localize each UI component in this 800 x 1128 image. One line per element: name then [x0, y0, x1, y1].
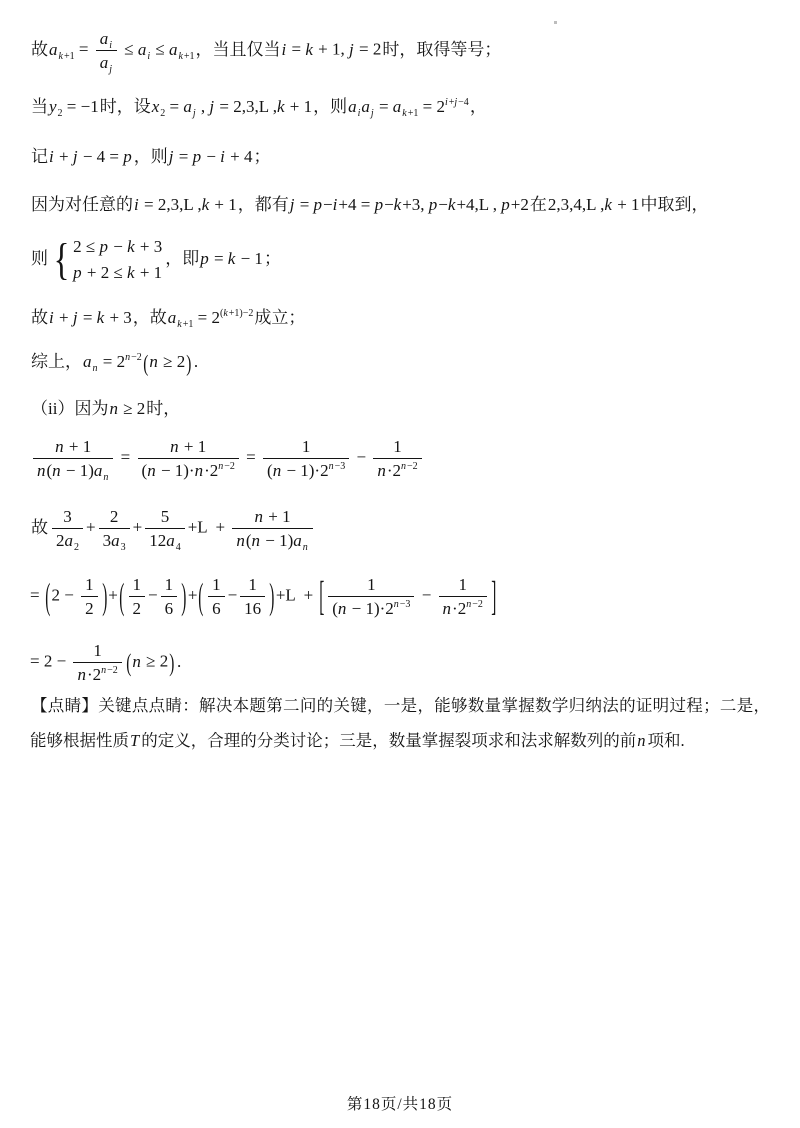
fraction [208, 574, 225, 620]
math-run: i = 2,3,L ,k + 1 [134, 195, 237, 214]
numerator [52, 506, 83, 529]
math-run: 6 [212, 599, 221, 619]
math-run: T [130, 731, 140, 750]
math-run: + [187, 585, 198, 605]
numerator [373, 436, 421, 459]
formula-line-11 [30, 574, 775, 620]
page-number: 第18页/共18页 [346, 1096, 454, 1113]
math-run: n· [77, 665, 93, 685]
math-run: (n − 1)· [332, 599, 386, 619]
numerator [232, 506, 312, 529]
numerator [33, 436, 113, 459]
text-run: 成立； [254, 308, 306, 327]
text-run: 则 [31, 249, 48, 268]
math-run: = [30, 585, 44, 605]
denominator [240, 597, 265, 619]
math-run: = [241, 447, 261, 467]
text-run: 项和. [647, 731, 685, 750]
denominator [161, 597, 178, 619]
math-var: $2^{n-2}$ [209, 461, 235, 481]
fraction [232, 506, 312, 552]
math-run: j = p − i + 4 [168, 147, 253, 166]
math-run: = [374, 97, 393, 116]
denominator [81, 597, 98, 619]
fraction [138, 436, 239, 482]
math-run: 1 [132, 575, 142, 594]
denominator [232, 529, 312, 554]
stretchy-bracket: [ [318, 573, 324, 620]
math-run: − [227, 585, 238, 605]
math-run: 2 − [51, 585, 79, 605]
text-run: 综上， [31, 352, 82, 371]
formula-line-3 [30, 146, 775, 168]
text-run: ； [263, 249, 281, 268]
math-run: − [148, 585, 158, 605]
math-run: 1 [367, 575, 376, 594]
numerator [328, 574, 414, 597]
text-run: 的定义，合理的分类讨论；三是，数量掌握裂项求和法求解数列的前 [141, 731, 637, 750]
math-run: 1 [85, 575, 94, 594]
denominator [52, 529, 83, 554]
text-run: ，故 [132, 308, 167, 327]
math-run: 6 [164, 599, 174, 619]
math-run: 2,3,4,L ,k + 1 [547, 195, 640, 214]
stretchy-bracket: ) [186, 350, 192, 376]
math-run: 2 [56, 531, 65, 551]
denominator [208, 597, 225, 619]
math-var: $2^{n-2}$ [457, 599, 483, 619]
text-run: ，都有 [237, 195, 289, 214]
fraction [373, 436, 421, 482]
math-var: $a_j$ [99, 53, 112, 76]
numerator [73, 640, 121, 663]
math-var: $a_4$ [166, 531, 181, 554]
math-run: n· [442, 599, 458, 619]
math-run: n(n − 1) [37, 461, 94, 481]
math-run: = 2 − [30, 651, 71, 671]
remark-paragraph [30, 688, 770, 758]
math-run: n ≥ 2 [132, 651, 169, 671]
stretchy-bracket: ( [198, 575, 204, 618]
numerator [208, 574, 225, 597]
text-run: 中取到， [640, 195, 709, 214]
math-run: n + 1 [254, 507, 291, 526]
numerator [240, 574, 265, 597]
text-run: 【点睛】关键点点睛：解决本题第二问的关键，一是，能够数量掌握数学归纳法的证明过程；二是，能够根据性质 [30, 696, 770, 750]
math-var: $a_i$ [99, 29, 112, 51]
math-run: 3 [63, 507, 72, 526]
stretchy-bracket: ( [143, 350, 149, 376]
stretchy-bracket: ( [119, 575, 125, 618]
math-run: 16 [244, 599, 262, 619]
math-var: $a_j$ [361, 97, 374, 119]
numerator [138, 436, 239, 459]
fraction [96, 28, 117, 74]
math-run: + [86, 517, 96, 537]
stretchy-bracket: ) [181, 575, 187, 618]
text-run: . [176, 651, 182, 671]
math-run: +L + [275, 585, 318, 605]
stretchy-bracket: ( [45, 575, 51, 618]
numerator [145, 506, 185, 529]
math-run: + [132, 517, 143, 537]
math-run: 1 [93, 641, 102, 660]
denominator [439, 597, 487, 619]
math-run: 2 [132, 599, 142, 619]
denominator [33, 459, 113, 484]
math-run: n [637, 731, 646, 750]
math-var: $a_{k+1}$ [168, 39, 195, 62]
text-run: 时，取得等号； [382, 39, 502, 59]
math-var: $a_j$ [183, 97, 196, 119]
text-run: 记 [31, 147, 48, 166]
text-run: 时，设 [99, 97, 151, 116]
math-run: ≤ [119, 39, 138, 59]
math-var: $2^{n-3}$ [320, 461, 346, 481]
math-run: = [116, 447, 135, 467]
formula-line-5 [30, 234, 775, 286]
math-var: $a_n$ [93, 461, 109, 484]
math-run: 2 ≤ p − k + 3 [73, 237, 163, 256]
math-run: 1 [393, 437, 402, 456]
math-var: $2^{n-2}$ [92, 665, 118, 685]
numerator [263, 436, 349, 459]
math-run: 1 [164, 575, 174, 594]
formula-line-8 [30, 398, 775, 420]
scan-artifact-dot [554, 21, 557, 24]
math-run: 2 [85, 599, 94, 619]
math-var: $a_n$ [293, 531, 308, 554]
math-var: $a_{k+1}$ [49, 39, 75, 62]
numerator [129, 574, 146, 597]
text-run: ，则 [133, 147, 168, 166]
formula-line-4 [30, 194, 775, 216]
denominator [99, 529, 130, 554]
fraction [52, 506, 83, 552]
math-run: 3 [102, 531, 112, 551]
formula-line-1 [30, 28, 775, 74]
fraction [81, 574, 98, 620]
left-brace-icon: { [53, 235, 70, 285]
math-run: − [352, 447, 371, 467]
math-var: $2^{i+j-4}$ [436, 97, 469, 116]
math-var: $y_2$ [49, 97, 63, 119]
formula-line-10 [30, 506, 775, 552]
formula-line-7 [30, 350, 775, 376]
text-run: ，即 [165, 249, 200, 268]
math-run: n(n − 1) [236, 531, 294, 551]
math-run: + [108, 585, 118, 605]
formula-line-6 [30, 307, 775, 329]
math-run: = −1 [62, 97, 99, 116]
math-run: 1 [248, 575, 257, 594]
math-run: 5 [160, 507, 170, 526]
stretchy-bracket: ( [126, 648, 132, 677]
cases-row [73, 234, 162, 260]
math-run: p = k − 1 [200, 249, 263, 268]
math-var: $2^{(k+1)-2}$ [211, 308, 254, 327]
text-run: 时， [146, 399, 181, 418]
fraction [263, 436, 349, 482]
math-run: (n − 1)·n· [141, 461, 210, 481]
text-run: ； [253, 147, 271, 166]
math-run: 1 [301, 437, 311, 456]
math-var: $a_3$ [111, 531, 126, 554]
formula-line-9 [30, 436, 775, 482]
denominator [129, 597, 146, 619]
numerator [81, 574, 98, 597]
text-run: 故 [31, 517, 48, 537]
fraction [33, 436, 113, 482]
math-var: $x_2$ [151, 97, 166, 119]
text-run: ，则 [313, 97, 348, 116]
fraction [99, 506, 130, 552]
stretchy-bracket: ] [491, 573, 497, 620]
math-var: $a_n$ [83, 352, 98, 374]
math-run: n + 1 [55, 437, 92, 456]
math-var: $a_{k+1}$ [167, 308, 194, 330]
fraction [129, 574, 146, 620]
denominator [145, 529, 185, 554]
page-footer [0, 1092, 800, 1114]
fraction [145, 506, 185, 552]
math-run: = [74, 39, 93, 59]
stretchy-bracket: ) [269, 575, 275, 618]
numerator [96, 28, 117, 51]
math-run: (n − 1)· [267, 461, 321, 481]
text-run: 故 [31, 39, 48, 59]
numerator [99, 506, 130, 529]
denominator [96, 51, 117, 76]
text-run: 当 [31, 97, 48, 116]
fraction [328, 574, 414, 620]
formula-line-2 [30, 96, 775, 118]
text-run: 因为对任意的 [31, 195, 133, 214]
text-run: 在 [529, 195, 547, 214]
math-var: $2^{n-2}$ [392, 461, 418, 481]
math-run: = [165, 97, 184, 116]
math-run: − [417, 585, 436, 605]
numerator [439, 574, 487, 597]
math-run: i + j − 4 = p [49, 147, 132, 166]
text-run: 故 [31, 308, 48, 327]
math-run: +L + [187, 517, 230, 537]
math-run: n + 1 [170, 437, 207, 456]
text-run: ， [469, 97, 487, 116]
denominator [263, 459, 349, 481]
math-run: p + 2 ≤ k + 1 [73, 263, 163, 283]
math-run: ≤ [151, 39, 169, 59]
math-run: n ≥ 2 [149, 352, 186, 371]
math-run: 1 [212, 575, 221, 594]
math-run: = [98, 352, 117, 371]
denominator [73, 663, 121, 685]
denominator [328, 597, 414, 619]
math-var: $a_2$ [64, 531, 79, 554]
math-run: n· [377, 461, 393, 481]
stretchy-bracket: ) [169, 648, 175, 677]
math-run: = [193, 308, 212, 327]
formula-line-12 [30, 640, 775, 686]
math-run: i + j = k + 3 [49, 308, 132, 327]
math-var: $a_{k+1}$ [392, 97, 419, 119]
math-run: j = p−i+4 = p−k+3, p−k+4,L , p+2 [289, 195, 529, 214]
math-var: $a_i$ [348, 97, 361, 119]
text-run: ，当且仅当 [195, 39, 281, 59]
denominator [373, 459, 421, 481]
fraction [240, 574, 265, 620]
math-run: i = k + 1, j = 2 [281, 39, 382, 59]
denominator [138, 459, 239, 481]
math-var: $a_i$ [137, 39, 151, 62]
math-run: 12 [149, 531, 167, 551]
fraction [161, 574, 178, 620]
fraction [439, 574, 487, 620]
stretchy-bracket: ) [101, 575, 107, 618]
text-run: （ii）因为 [31, 399, 109, 418]
math-run: = [418, 97, 437, 116]
math-var: $2^{n-2}$ [116, 352, 142, 371]
numerator [161, 574, 178, 597]
cases-row [73, 260, 162, 286]
math-run: n ≥ 2 [109, 399, 146, 418]
math-run: 2 [109, 507, 119, 526]
cases-group [51, 234, 162, 286]
math-run: 1 [458, 575, 467, 594]
math-run: , j = 2,3,L ,k + 1 [196, 97, 313, 116]
math-var: $2^{n-3}$ [385, 599, 411, 619]
fraction [73, 640, 121, 686]
cases-rows [73, 234, 162, 286]
text-run: . [193, 352, 199, 371]
